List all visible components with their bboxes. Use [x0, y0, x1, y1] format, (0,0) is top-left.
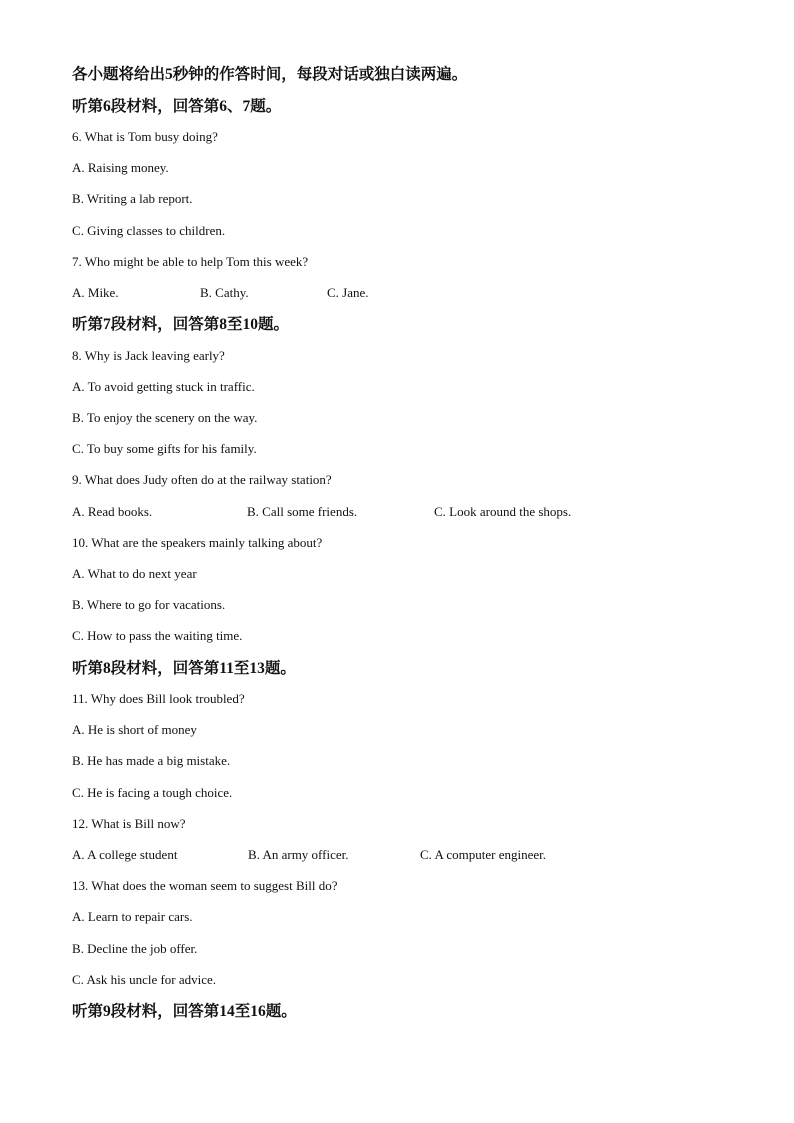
options-row-7	[72, 281, 732, 312]
section-heading-9: 听第9段材料，回答第14至16题。	[72, 1002, 297, 1020]
options-row-12	[72, 843, 732, 874]
question-8: 8. Why is Jack leaving early?	[72, 347, 225, 363]
options-row-9	[72, 500, 732, 531]
option-11b: B. He has made a big mistake.	[72, 753, 231, 769]
option-6a: A. Raising money.	[72, 160, 169, 176]
option-12c: C. A computer engineer.	[420, 846, 547, 862]
option-8b: B. To enjoy the scenery on the way.	[72, 410, 258, 425]
option-10b: B. Where to go for vacations.	[72, 597, 226, 613]
option-9b: B. Call some friends.	[247, 503, 358, 519]
option-8c: C. To buy some gifts for his family.	[72, 441, 257, 457]
option-13b: B. Decline the job offer.	[72, 940, 198, 956]
option-11a: A. He is short of money	[72, 722, 197, 738]
question-7: 7. Who might be able to help Tom this week?	[72, 253, 309, 269]
option-6c: C. Giving classes to children.	[72, 222, 226, 238]
option-6b: B. Writing a lab report.	[72, 191, 193, 207]
option-7c: C. Jane.	[327, 284, 369, 300]
option-10c: C. How to pass the waiting time.	[72, 628, 243, 644]
option-7b: B. Cathy.	[200, 284, 249, 300]
option-13c: C. Ask his uncle for advice.	[72, 971, 217, 987]
option-9c: C. Look around the shops.	[434, 503, 572, 519]
option-10a: A. What to do next year	[72, 565, 197, 581]
option-7a: A. Mike.	[72, 284, 119, 300]
section-heading-8: 听第8段材料，回答第11至13题。	[72, 659, 296, 677]
question-9: 9. What does Judy often do at the railway station?	[72, 472, 332, 488]
instructions-text: 各小题将给出5秒钟的作答时间，每段对话或独白读两遍。	[72, 66, 468, 83]
document-page	[72, 62, 732, 1030]
option-11c: C. He is facing a tough choice.	[72, 784, 233, 800]
option-12a: A. A college student	[72, 846, 178, 862]
question-13: 13. What does the woman seem to suggest Bill do?	[72, 878, 338, 894]
section-heading-6: 听第6段材料，回答第6、7题。	[72, 97, 282, 115]
option-13a: A. Learn to repair cars.	[72, 909, 193, 925]
option-8a: A. To avoid getting stuck in traffic.	[72, 378, 255, 394]
question-10: 10. What are the speakers mainly talking about?	[72, 534, 323, 550]
question-6: 6. What is Tom busy doing?	[72, 129, 218, 144]
question-12: 12. What is Bill now?	[72, 815, 186, 831]
question-11: 11. Why does Bill look troubled?	[72, 691, 245, 706]
section-heading-7: 听第7段材料，回答第8至10题。	[72, 316, 290, 334]
option-12b: B. An army officer.	[248, 846, 349, 862]
option-9a: A. Read books.	[72, 503, 153, 519]
